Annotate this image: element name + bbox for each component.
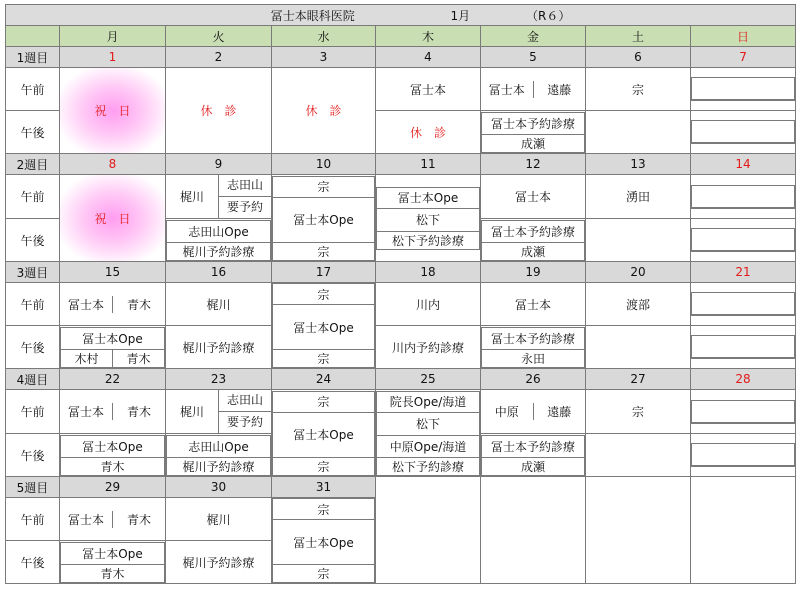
date-cell: 15	[60, 262, 166, 283]
doctor-name: 志田山Ope	[167, 435, 271, 457]
date-cell: 23	[166, 369, 272, 390]
doctor-split-cell	[481, 390, 586, 434]
doctor-name: 冨士本Ope	[273, 520, 375, 565]
doctor-name: 院長Ope/海道	[377, 391, 480, 412]
doctor-name: 中原Ope/海道	[377, 435, 480, 457]
doctor-stack-cell	[376, 390, 481, 477]
doctor-cell: 宗	[586, 68, 691, 111]
doctor-name: 冨士本Ope	[273, 197, 375, 242]
date-cell: 17	[272, 262, 376, 283]
doctor-stack-cell	[272, 175, 376, 262]
date-cell: 19	[481, 262, 586, 283]
empty-cell	[691, 175, 796, 219]
doctor-split-cell	[166, 175, 272, 219]
empty-cell	[691, 68, 796, 111]
date-cell: 8	[60, 154, 166, 175]
doctor-name: 青木	[113, 349, 165, 367]
am-label: 午前	[6, 498, 60, 541]
note-text: 要予約	[226, 200, 263, 214]
empty-cell	[586, 111, 691, 154]
doctor-name: 松下	[377, 412, 480, 435]
date-cell: 27	[586, 369, 691, 390]
era-year-label: （R６）	[526, 8, 571, 23]
doctor-cell: 梶川	[166, 498, 272, 541]
doctor-name: 永田	[482, 349, 585, 367]
day-header-sat: 土	[586, 26, 691, 47]
date-cell: 4	[376, 47, 481, 68]
doctor-cell: 冨士本	[481, 175, 586, 219]
doctor-name: 冨士本	[67, 405, 104, 419]
date-cell: 11	[376, 154, 481, 175]
doctor-name: 志田山Ope	[167, 220, 271, 242]
doctor-name: 梶川予約診療	[167, 242, 271, 260]
date-cell: 24	[272, 369, 376, 390]
doctor-cell: 渡部	[586, 283, 691, 326]
doctor-split-cell	[60, 283, 166, 326]
doctor-name: 松下	[377, 208, 480, 231]
doctor-name: 青木	[61, 564, 165, 582]
week-label: 3週目	[6, 262, 60, 283]
note-text: 要予約	[226, 415, 263, 429]
date-cell: 9	[166, 154, 272, 175]
am-label: 午前	[6, 68, 60, 111]
doctor-name: 志田山	[219, 390, 271, 412]
doctor-stack-cell	[60, 541, 166, 584]
day-header-wed: 水	[272, 26, 376, 47]
doctor-stack-cell	[60, 434, 166, 477]
date-cell: 28	[691, 369, 796, 390]
holiday-cell: 祝 日	[60, 68, 166, 154]
date-cell: 29	[60, 477, 166, 498]
date-cell: 20	[586, 262, 691, 283]
doctor-stack-cell	[166, 434, 272, 477]
holiday-cell: 祝 日	[60, 175, 166, 262]
doctor-name: 冨士本Ope	[61, 435, 165, 457]
doctor-name: 宗	[273, 565, 375, 583]
day-header-sun: 日	[691, 26, 796, 47]
empty-cell	[691, 326, 796, 369]
doctor-name: 松下予約診療	[377, 457, 480, 475]
doctor-stack-cell	[481, 111, 586, 154]
doctor-name: 梶川予約診療	[167, 457, 271, 475]
week-3-pm-row	[6, 326, 796, 369]
doctor-name: 宗	[273, 176, 375, 197]
doctor-cell: 冨士本	[481, 283, 586, 326]
date-cell: 10	[272, 154, 376, 175]
doctor-name: 冨士本予約診療	[482, 435, 585, 457]
doctor-stack-cell	[272, 498, 376, 584]
title-cell	[6, 5, 796, 26]
empty-cell	[586, 477, 691, 584]
day-header-thu: 木	[376, 26, 481, 47]
doctor-name: 青木	[112, 296, 165, 313]
empty-cell	[481, 477, 586, 584]
week-label: 2週目	[6, 154, 60, 175]
date-cell: 14	[691, 154, 796, 175]
doctor-stack-cell	[60, 326, 166, 369]
date-cell: 5	[481, 47, 586, 68]
week-4-date-row	[6, 369, 796, 390]
date-cell: 7	[691, 47, 796, 68]
week-label: 5週目	[6, 477, 60, 498]
doctor-cell: 冨士本	[376, 68, 481, 111]
date-cell: 31	[272, 477, 376, 498]
doctor-name: 青木	[112, 511, 165, 528]
date-cell: 25	[376, 369, 481, 390]
doctor-name: 宗	[273, 457, 375, 475]
empty-cell	[691, 219, 796, 262]
empty-cell	[586, 434, 691, 477]
doctor-name: 木村	[61, 349, 113, 367]
doctor-stack-cell	[166, 219, 272, 262]
doctor-cell: 川内	[376, 283, 481, 326]
empty-cell	[586, 219, 691, 262]
doctor-name: 冨士本	[67, 297, 104, 312]
doctor-split-cell	[60, 390, 166, 434]
doctor-split-cell	[60, 498, 166, 541]
doctor-name: 冨士本Ope	[273, 412, 375, 457]
empty-cell	[691, 111, 796, 154]
doctor-name: 遠藤	[533, 403, 586, 420]
doctor-split-cell	[166, 390, 272, 434]
empty-cell	[586, 326, 691, 369]
date-cell: 6	[586, 47, 691, 68]
week-label: 4週目	[6, 369, 60, 390]
doctor-name: 冨士本Ope	[61, 542, 165, 564]
doctor-name: 青木	[112, 403, 165, 420]
doctor-stack-cell	[481, 219, 586, 262]
week-2-date-row	[6, 154, 796, 175]
doctor-name: 冨士本Ope	[377, 187, 480, 208]
doctor-name: 遠藤	[533, 81, 586, 98]
doctor-cell: 川内予約診療	[376, 326, 481, 369]
date-cell: 30	[166, 477, 272, 498]
closed-cell: 休 診	[376, 111, 481, 154]
doctor-name: 冨士本Ope	[61, 327, 165, 349]
date-cell: 26	[481, 369, 586, 390]
doctor-name: 成瀬	[482, 457, 585, 475]
empty-cell	[691, 477, 796, 584]
doctor-name: 冨士本予約診療	[482, 112, 585, 134]
date-cell: 1	[60, 47, 166, 68]
doctor-cell: 梶川	[166, 283, 272, 326]
doctor-name: 梶川	[179, 405, 204, 419]
week-3-am-row	[6, 283, 796, 326]
date-cell: 18	[376, 262, 481, 283]
closed-cell: 休 診	[166, 68, 272, 154]
doctor-cell: 梶川予約診療	[166, 326, 272, 369]
doctor-stack-cell	[481, 326, 586, 369]
week-4-am-row	[6, 390, 796, 434]
doctor-name: 冨士本Ope	[273, 305, 375, 350]
week-1-date-row	[6, 47, 796, 68]
closed-cell: 休 診	[272, 68, 376, 154]
doctor-stack-cell	[481, 434, 586, 477]
doctor-cell: 宗	[586, 390, 691, 434]
pm-label: 午後	[6, 111, 60, 154]
doctor-name: 中原	[494, 405, 519, 419]
corner-cell	[6, 26, 60, 47]
date-cell: 21	[691, 262, 796, 283]
week-5-date-row	[6, 477, 796, 498]
date-cell: 2	[166, 47, 272, 68]
date-cell: 12	[481, 154, 586, 175]
doctor-name: 冨士本予約診療	[482, 327, 585, 349]
am-label: 午前	[6, 390, 60, 434]
am-label: 午前	[6, 175, 60, 219]
doctor-name: 宗	[273, 499, 375, 520]
day-header-mon: 月	[60, 26, 166, 47]
weekday-header-row	[6, 26, 796, 47]
doctor-name: 成瀬	[482, 242, 585, 260]
title-row	[6, 5, 796, 26]
pm-label: 午後	[6, 326, 60, 369]
empty-cell	[691, 390, 796, 434]
day-header-fri: 金	[481, 26, 586, 47]
empty-cell	[691, 434, 796, 477]
week-label: 1週目	[6, 47, 60, 68]
doctor-name: 宗	[273, 242, 375, 260]
week-2-am-row	[6, 175, 796, 219]
am-label: 午前	[6, 283, 60, 326]
doctor-name: 宗	[273, 391, 375, 412]
empty-cell	[376, 477, 481, 584]
doctor-name: 冨士本予約診療	[482, 220, 585, 242]
date-cell: 13	[586, 154, 691, 175]
date-cell: 22	[60, 369, 166, 390]
doctor-name: 梶川	[179, 190, 204, 204]
schedule-table	[5, 4, 796, 584]
week-3-date-row	[6, 262, 796, 283]
empty-cell	[691, 283, 796, 326]
clinic-name: 冨士本眼科医院	[270, 8, 355, 23]
doctor-cell: 湧田	[586, 175, 691, 219]
doctor-name: 宗	[273, 284, 375, 305]
doctor-name: 冨士本	[488, 82, 525, 97]
doctor-split-cell	[481, 68, 586, 111]
doctor-name: 青木	[61, 457, 165, 475]
doctor-stack-cell	[272, 390, 376, 477]
doctor-name: 松下予約診療	[377, 231, 480, 249]
date-cell: 16	[166, 262, 272, 283]
month-label: 1月	[450, 8, 471, 23]
pm-label: 午後	[6, 434, 60, 477]
date-cell: 3	[272, 47, 376, 68]
doctor-name: 志田山	[219, 175, 271, 197]
doctor-name: 成瀬	[482, 134, 585, 152]
doctor-stack-cell	[272, 283, 376, 369]
pm-label: 午後	[6, 219, 60, 262]
week-1-am-row	[6, 68, 796, 111]
doctor-name: 冨士本	[67, 512, 104, 527]
pm-label: 午後	[6, 541, 60, 584]
doctor-stack-cell	[376, 175, 481, 262]
doctor-cell: 梶川予約診療	[166, 541, 272, 584]
doctor-name: 宗	[273, 350, 375, 368]
day-header-tue: 火	[166, 26, 272, 47]
